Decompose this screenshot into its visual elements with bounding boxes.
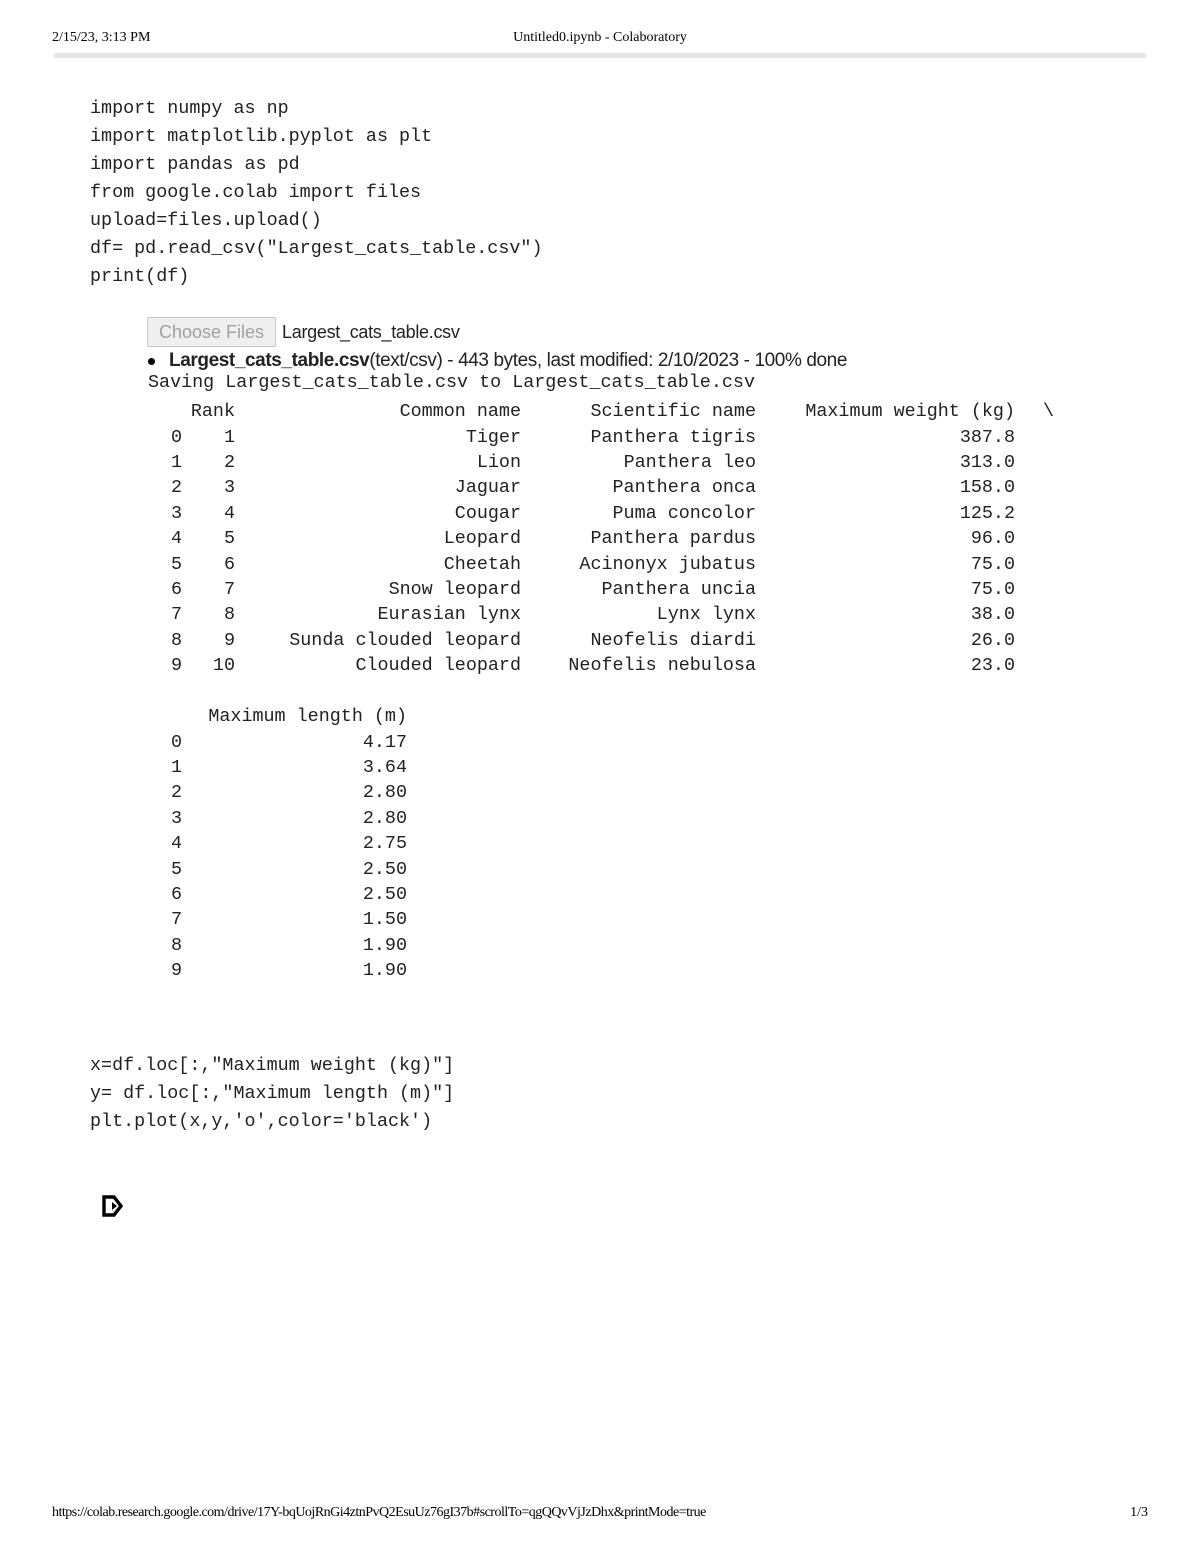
table-cell: Cougar (454, 502, 521, 524)
table-cell: 1.90 (362, 960, 407, 982)
row-index-cell: 1 (170, 451, 182, 473)
header-divider (54, 53, 1146, 58)
table-row (148, 577, 1054, 602)
table-row (148, 551, 1054, 576)
table-row (148, 729, 407, 754)
table-cell: 1.90 (362, 934, 407, 956)
table-cell: 3.64 (362, 756, 407, 778)
uploaded-filename: Largest_cats_table.csv (169, 350, 370, 371)
table-cell: 2.80 (362, 807, 407, 829)
table-row (148, 653, 1054, 678)
table-cell: Cheetah (443, 553, 521, 575)
page-number: 1/3 (1130, 1505, 1148, 1520)
table-row (148, 882, 407, 907)
table-cell: 4 (223, 502, 235, 524)
page-url: https://colab.research.google.com/drive/17Y-bqUojRnGi4ztnPvQ2EsuUz76gI37b#scrollTo=qgQQvVjJzDhx&printMode=true (52, 1505, 706, 1520)
table-row (148, 602, 1054, 627)
row-index-cell: 8 (170, 934, 182, 956)
table-cell: 2.75 (362, 833, 407, 855)
output-expand-icon[interactable] (100, 1193, 126, 1219)
table-row (148, 831, 407, 856)
row-index-cell: 5 (170, 553, 182, 575)
table-cell: 313.0 (959, 451, 1015, 473)
table-header-row (148, 399, 1054, 424)
dataframe-output-part1 (148, 399, 1054, 678)
dataframe-output-part2 (148, 704, 407, 983)
table-cell: 23.0 (970, 655, 1015, 677)
row-index-cell: 8 (170, 629, 182, 651)
row-index-cell: 2 (170, 477, 182, 499)
table-cell: 387.8 (959, 426, 1015, 448)
row-index-cell: 7 (170, 909, 182, 931)
table-cell: 2 (223, 451, 235, 473)
row-index-cell: 2 (170, 782, 182, 804)
table-cell: Puma concolor (612, 502, 756, 524)
table-cell: 158.0 (959, 477, 1015, 499)
table-row (148, 424, 1054, 449)
table-cell: 8 (223, 604, 235, 626)
code-cell-1[interactable]: import numpy as np import matplotlib.pyplot as plt import pandas as pd from google.colab import files upload=files.upload() df= pd.read_csv("Largest_cats_table.csv") print(df) (90, 98, 543, 287)
row-index-cell: 9 (170, 960, 182, 982)
row-index-cell: 6 (170, 883, 182, 905)
table-cell: Panthera uncia (601, 578, 756, 600)
table-row (148, 501, 1054, 526)
table-cell: Panthera leo (623, 451, 756, 473)
table-cell: 7 (223, 578, 235, 600)
table-row (148, 628, 1054, 653)
row-index-cell: 0 (170, 426, 182, 448)
table-row (148, 907, 407, 932)
table-row (148, 933, 407, 958)
table-row (148, 780, 407, 805)
table-row (148, 526, 1054, 551)
saving-status-line: Saving Largest_cats_table.csv to Largest_cats_table.csv (148, 372, 755, 393)
table-row (148, 755, 407, 780)
table-cell: 6 (223, 553, 235, 575)
print-footer (52, 1505, 1148, 1525)
code-cell-2[interactable]: x=df.loc[:,"Maximum weight (kg)"] y= df.loc[:,"Maximum length (m)"] plt.plot(x,y,'o',color='black') (90, 1055, 455, 1132)
table-cell: 38.0 (970, 604, 1015, 626)
file-upload-widget (147, 317, 460, 347)
column-header-rank: Rank (190, 401, 235, 423)
column-header-max-weight: Maximum weight (kg) (805, 401, 1015, 423)
table-cell: Tiger (465, 426, 521, 448)
table-row (148, 450, 1054, 475)
row-index-cell: 9 (170, 655, 182, 677)
column-header-max-length: Maximum length (m) (208, 706, 407, 728)
row-index-cell: 4 (170, 528, 182, 550)
choose-files-button[interactable]: Choose Files (147, 317, 276, 347)
table-cell: 2.50 (362, 883, 407, 905)
upload-status-item (147, 347, 847, 375)
table-header-row (148, 704, 407, 729)
print-header (52, 30, 1148, 50)
index-header (148, 399, 182, 424)
table-cell: 75.0 (970, 553, 1015, 575)
table-cell: 3 (223, 477, 235, 499)
table-cell: Leopard (443, 528, 521, 550)
row-index-cell: 3 (170, 502, 182, 524)
table-cell: Panthera tigris (590, 426, 756, 448)
table-cell: 2.80 (362, 782, 407, 804)
table-cell: 26.0 (970, 629, 1015, 651)
table-cell: 125.2 (959, 502, 1015, 524)
column-header-scientific-name: Scientific name (590, 401, 756, 423)
table-row (148, 958, 407, 983)
print-page-title: Untitled0.ipynb - Colaboratory (513, 30, 687, 45)
table-cell: Neofelis diardi (590, 629, 756, 651)
table-cell: 96.0 (970, 528, 1015, 550)
row-index-cell: 3 (170, 807, 182, 829)
row-index-cell: 7 (170, 604, 182, 626)
table-cell: 2.50 (362, 858, 407, 880)
print-datetime: 2/15/23, 3:13 PM (52, 30, 151, 45)
row-index-cell: 1 (170, 756, 182, 778)
row-index-cell: 5 (170, 858, 182, 880)
table-cell: Snow leopard (388, 578, 521, 600)
table-cell: Lynx lynx (656, 604, 756, 626)
line-continuation: \ (1042, 401, 1054, 423)
table-cell: 1.50 (362, 909, 407, 931)
table-cell: Neofelis nebulosa (568, 655, 756, 677)
table-cell: Panthera pardus (590, 528, 756, 550)
table-row (148, 856, 407, 881)
table-row (148, 806, 407, 831)
table-cell: Lion (476, 451, 521, 473)
table-cell: 75.0 (970, 578, 1015, 600)
table-cell: Panthera onca (612, 477, 756, 499)
row-index-cell: 6 (170, 578, 182, 600)
row-index-cell: 0 (170, 731, 182, 753)
selected-file-label: Largest_cats_table.csv (282, 321, 460, 342)
column-header-common-name: Common name (399, 401, 521, 423)
table-cell: Sunda clouded leopard (289, 629, 521, 651)
table-cell: 1 (223, 426, 235, 448)
table-cell: Jaguar (454, 477, 521, 499)
table-row (148, 475, 1054, 500)
table-cell: 5 (223, 528, 235, 550)
bullet-icon (148, 358, 155, 365)
table-cell: Eurasian lynx (377, 604, 521, 626)
table-cell: 10 (212, 655, 235, 677)
table-cell: Clouded leopard (355, 655, 521, 677)
upload-details: (text/csv) - 443 bytes, last modified: 2/10/2023 - 100% done (369, 350, 847, 371)
index-header (148, 704, 182, 729)
row-index-cell: 4 (170, 833, 182, 855)
table-cell: 9 (223, 629, 235, 651)
table-cell: Acinonyx jubatus (579, 553, 756, 575)
table-cell: 4.17 (362, 731, 407, 753)
